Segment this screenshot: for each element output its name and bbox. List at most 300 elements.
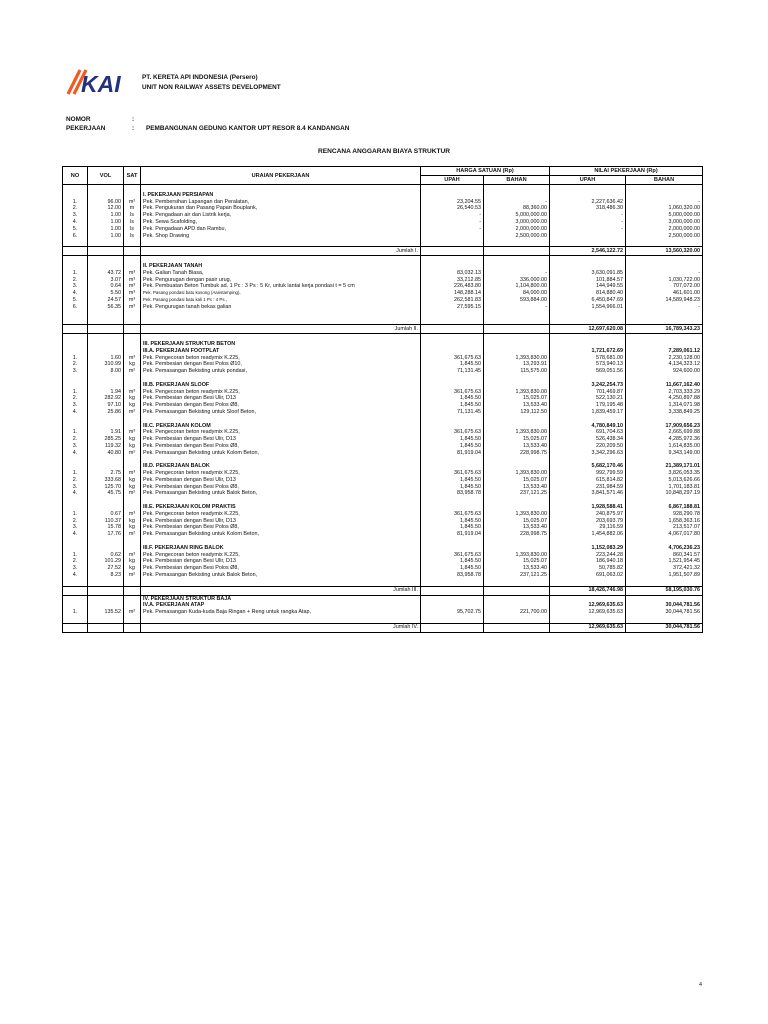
header-harga-bahan: BAHAN	[484, 176, 550, 185]
table-row	[63, 436, 703, 443]
value-bahan: 1,521,954.45	[626, 558, 703, 565]
item-no: 2.	[63, 277, 88, 284]
item-volume: 2.75	[88, 470, 124, 477]
header-sat: SAT	[124, 167, 141, 185]
unit-price-bahan: 1,393,830.00	[484, 429, 550, 436]
table-row	[63, 531, 703, 538]
item-no	[63, 463, 88, 470]
unit-price-upah	[421, 341, 484, 348]
empty-cell	[63, 616, 88, 623]
empty-cell	[141, 256, 421, 263]
empty-cell	[550, 334, 626, 341]
spacer-row	[63, 239, 703, 246]
empty-cell	[550, 317, 626, 324]
item-volume: 101.29	[88, 558, 124, 565]
table-row	[63, 409, 703, 416]
unit-price-upah: 361,675.63	[421, 552, 484, 559]
subtotal-upah: 2,546,122.72	[550, 247, 626, 256]
empty-cell	[421, 497, 484, 504]
unit-price-upah	[421, 504, 484, 511]
unit-price-bahan: 228,998.75	[484, 450, 550, 457]
item-description: Pek. Pengecoran beton readymix K.225,	[141, 429, 421, 436]
value-upah: 814,880.40	[550, 290, 626, 297]
item-unit: kg	[124, 484, 141, 491]
value-bahan: 1,701,183.81	[626, 484, 703, 491]
unit-price-upah	[421, 382, 484, 389]
item-volume: 40.80	[88, 450, 124, 457]
subsection-row	[63, 602, 703, 609]
item-unit: m³	[124, 389, 141, 396]
unit-price-bahan: 237,121.25	[484, 572, 550, 579]
empty-cell	[88, 311, 124, 318]
unit-price-upah: 1,845.50	[421, 395, 484, 402]
item-no: 3.	[63, 402, 88, 409]
empty-cell	[63, 375, 88, 382]
value-upah: 1,721,672.69	[550, 348, 626, 355]
empty-cell	[88, 616, 124, 623]
item-unit: ls	[124, 233, 141, 240]
item-no: 3.	[63, 212, 88, 219]
table-row	[63, 518, 703, 525]
value-bahan: 11,667,162.40	[626, 382, 703, 389]
value-bahan: 5,000,000.00	[626, 212, 703, 219]
section-heading-row	[63, 595, 703, 602]
table-row	[63, 212, 703, 219]
section-title: III.D. PEKERJAAN BALOK	[141, 463, 421, 470]
item-unit	[124, 423, 141, 430]
empty-cell	[550, 185, 626, 192]
empty-cell	[484, 416, 550, 423]
budget-table	[62, 166, 703, 633]
empty-cell	[124, 239, 141, 246]
value-upah: 318,486.30	[550, 205, 626, 212]
item-unit: kg	[124, 436, 141, 443]
item-no	[63, 341, 88, 348]
subtotal-row	[63, 247, 703, 256]
empty-cell	[141, 538, 421, 545]
section-title: III.F. PEKERJAAN RING BALOK	[141, 545, 421, 552]
unit-price-upah	[421, 348, 484, 355]
unit-price-bahan: 88,360.00	[484, 205, 550, 212]
item-unit	[124, 602, 141, 609]
item-unit	[124, 263, 141, 270]
item-unit: ls	[124, 226, 141, 233]
value-bahan: 3,826,053.35	[626, 470, 703, 477]
section-title: III. PEKERJAAN STRUKTUR BETON	[141, 341, 421, 348]
item-volume: 97.10	[88, 402, 124, 409]
value-bahan: 461,601.00	[626, 290, 703, 297]
item-description: Pek. Pembesian dengan Besi Polos Ø8,	[141, 484, 421, 491]
unit-price-bahan: 13,533.40	[484, 402, 550, 409]
item-volume: 1.00	[88, 233, 124, 240]
unit-price-bahan: 3,000,000.00	[484, 219, 550, 226]
item-no: 2.	[63, 395, 88, 402]
unit-price-upah: 95,702.75	[421, 609, 484, 616]
subtotal-row	[63, 325, 703, 334]
table-row	[63, 297, 703, 304]
header-no: NO	[63, 167, 88, 185]
value-bahan: 1,030,722.00	[626, 277, 703, 284]
item-volume: 333.68	[88, 477, 124, 484]
item-unit: m³	[124, 283, 141, 290]
table-row	[63, 402, 703, 409]
item-volume	[88, 463, 124, 470]
item-volume	[88, 192, 124, 199]
value-bahan: 4,285,972.36	[626, 436, 703, 443]
item-unit: m³	[124, 277, 141, 284]
unit-price-upah: 226,483.80	[421, 283, 484, 290]
item-unit: m²	[124, 609, 141, 616]
header-uraian: URAIAN PEKERJAAN	[141, 167, 421, 185]
unit-price-upah: 1,845.50	[421, 565, 484, 572]
item-no: 3.	[63, 524, 88, 531]
header-harga-upah: UPAH	[421, 176, 484, 185]
section-title: IV. PEKERJAAN STRUKTUR BAJA	[141, 595, 421, 602]
value-bahan: 1,951,507.89	[626, 572, 703, 579]
item-description: Pek. Pengecoran beton readymix K.225,	[141, 470, 421, 477]
empty-cell	[626, 256, 703, 263]
item-no: 4.	[63, 290, 88, 297]
item-no: 5.	[63, 226, 88, 233]
item-no: 2.	[63, 477, 88, 484]
item-description: Pek. Pemasangan Kuda-kuda Baja Ringan + Reng untuk rangka Atap,	[141, 609, 421, 616]
empty-cell	[626, 416, 703, 423]
value-bahan: -	[626, 199, 703, 206]
value-bahan: 707,072.00	[626, 283, 703, 290]
item-volume: 1.94	[88, 389, 124, 396]
subsection-row	[63, 348, 703, 355]
item-description: Pek. Pemasangan Bekisting untuk Balok Beton,	[141, 572, 421, 579]
header-vol: VOL	[88, 167, 124, 185]
item-no: 5.	[63, 297, 88, 304]
value-bahan: 17,909,656.23	[626, 423, 703, 430]
subtotal-row	[63, 586, 703, 595]
subtotal-upah: 12,969,635.63	[550, 623, 626, 632]
item-no: 4.	[63, 409, 88, 416]
item-unit	[124, 341, 141, 348]
table-row	[63, 477, 703, 484]
item-description: Pek. Pembesian dengan Besi Ulir, D13	[141, 395, 421, 402]
empty-cell	[484, 239, 550, 246]
subtotal-label: Jumlah III.	[141, 586, 421, 595]
item-no: 4.	[63, 572, 88, 579]
empty-cell	[550, 256, 626, 263]
header-harga-satuan: HARGA SATUAN (Rp)	[421, 167, 550, 176]
item-volume: 1.00	[88, 219, 124, 226]
empty-cell	[88, 256, 124, 263]
empty-cell	[141, 579, 421, 586]
empty-cell	[88, 247, 124, 256]
empty-cell	[141, 416, 421, 423]
section-title: III.B. PEKERJAAN SLOOF	[141, 382, 421, 389]
empty-cell	[484, 623, 550, 632]
item-description: Pek. Pembesian dengan Besi Polos Ø8,	[141, 524, 421, 531]
unit-price-upah: 83,958.78	[421, 572, 484, 579]
table-row	[63, 395, 703, 402]
empty-cell	[124, 497, 141, 504]
item-no	[63, 504, 88, 511]
item-description: Pek. Pengecoran beton readymix K.225,	[141, 511, 421, 518]
value-bahan: 1,658,363.16	[626, 518, 703, 525]
item-volume: 282.92	[88, 395, 124, 402]
item-unit: m²	[124, 450, 141, 457]
table-row	[63, 470, 703, 477]
unit-price-upah: 81,919.04	[421, 450, 484, 457]
unit-price-upah: 1,845.50	[421, 484, 484, 491]
unit-price-bahan: 13,533.40	[484, 484, 550, 491]
value-bahan	[626, 263, 703, 270]
item-volume	[88, 423, 124, 430]
item-volume: 5.50	[88, 290, 124, 297]
value-upah: 578,681.00	[550, 355, 626, 362]
empty-cell	[421, 586, 484, 595]
item-description: Pek. Galian Tanah Biasa,	[141, 270, 421, 277]
table-row	[63, 361, 703, 368]
table-row	[63, 219, 703, 226]
table-row	[63, 304, 703, 311]
empty-cell	[421, 239, 484, 246]
value-upah: 573,940.13	[550, 361, 626, 368]
empty-cell	[141, 375, 421, 382]
item-description: Pek. Pembesian dengan Besi Ulir, D13	[141, 477, 421, 484]
value-upah: 1,554,966.01	[550, 304, 626, 311]
empty-cell	[550, 497, 626, 504]
item-volume: 1.00	[88, 212, 124, 219]
empty-cell	[626, 317, 703, 324]
item-unit: m³	[124, 355, 141, 362]
value-bahan: 6,867,188.81	[626, 504, 703, 511]
item-no: 1.	[63, 470, 88, 477]
pekerjaan-label: PEKERJAAN	[66, 125, 106, 132]
value-upah: 1,928,588.41	[550, 504, 626, 511]
empty-cell	[124, 375, 141, 382]
item-description: Pek. Pembersihan Lapangan dan Peralatan,	[141, 199, 421, 206]
unit-price-upah: 1,845.50	[421, 402, 484, 409]
item-unit: m³	[124, 304, 141, 311]
unit-price-upah: 361,675.63	[421, 429, 484, 436]
unit-price-bahan: 5,000,000.00	[484, 212, 550, 219]
empty-cell	[421, 456, 484, 463]
unit-price-bahan: 1,393,830.00	[484, 552, 550, 559]
value-upah: 223,244.28	[550, 552, 626, 559]
value-upah: 1,152,083.29	[550, 545, 626, 552]
empty-cell	[626, 616, 703, 623]
value-upah: 3,630,091.85	[550, 270, 626, 277]
table-row	[63, 368, 703, 375]
unit-price-bahan: 115,575.00	[484, 368, 550, 375]
item-volume: 25.86	[88, 409, 124, 416]
empty-cell	[124, 456, 141, 463]
unit-price-bahan: -	[484, 304, 550, 311]
table-row	[63, 290, 703, 297]
subsection-row	[63, 423, 703, 430]
unit-price-upah	[421, 602, 484, 609]
item-volume: 135.52	[88, 609, 124, 616]
unit-price-bahan: 13,293.91	[484, 361, 550, 368]
item-unit: m³	[124, 297, 141, 304]
item-volume	[88, 545, 124, 552]
item-unit: m³	[124, 511, 141, 518]
item-unit: m³	[124, 290, 141, 297]
unit-price-upah: 1,845.50	[421, 518, 484, 525]
company-name: PT. KERETA API INDONESIA (Persero)	[142, 74, 258, 81]
empty-cell	[88, 456, 124, 463]
unit-price-upah: -	[421, 212, 484, 219]
item-description: Pek. Pemasangan Bekisting untuk pondasi,	[141, 368, 421, 375]
item-description: Pek. Pembesian dengan Besi Polos Ø8,	[141, 443, 421, 450]
item-no: 3.	[63, 565, 88, 572]
table-row	[63, 490, 703, 497]
unit-price-bahan: 15,025.07	[484, 436, 550, 443]
item-volume: 0.67	[88, 511, 124, 518]
empty-cell	[63, 497, 88, 504]
empty-cell	[550, 311, 626, 318]
item-volume: 24.57	[88, 297, 124, 304]
unit-price-upah	[421, 423, 484, 430]
value-bahan: 14,589,948.23	[626, 297, 703, 304]
value-bahan: 7,289,061.12	[626, 348, 703, 355]
empty-cell	[88, 538, 124, 545]
unit-price-upah: 23,204.55	[421, 199, 484, 206]
value-bahan: 4,067,017.80	[626, 531, 703, 538]
spacer-row	[63, 185, 703, 192]
unit-price-bahan: 1,104,800.00	[484, 283, 550, 290]
table-row	[63, 389, 703, 396]
table-row	[63, 277, 703, 284]
value-bahan: -	[626, 304, 703, 311]
subsection-row	[63, 382, 703, 389]
section-title: III.C. PEKERJAAN KOLOM	[141, 423, 421, 430]
empty-cell	[141, 334, 421, 341]
unit-price-upah: 262,581.83	[421, 297, 484, 304]
empty-cell	[141, 311, 421, 318]
empty-cell	[88, 317, 124, 324]
empty-cell	[421, 616, 484, 623]
table-row	[63, 511, 703, 518]
item-no: 1.	[63, 270, 88, 277]
item-description: Pek. Pengurugan tanah bekas galian	[141, 304, 421, 311]
value-bahan: 2,703,333.29	[626, 389, 703, 396]
document-title: RENCANA ANGGARAN BIAYA STRUKTUR	[317, 148, 451, 155]
item-unit: m³	[124, 470, 141, 477]
unit-price-upah: 361,675.63	[421, 355, 484, 362]
value-bahan: -	[626, 270, 703, 277]
empty-cell	[63, 239, 88, 246]
unit-price-bahan: 336,000.00	[484, 277, 550, 284]
empty-cell	[550, 375, 626, 382]
empty-cell	[124, 538, 141, 545]
table-row	[63, 552, 703, 559]
empty-cell	[63, 456, 88, 463]
subtotal-label: Jumlah I.	[141, 247, 421, 256]
empty-cell	[421, 623, 484, 632]
item-description: Pek. Pembesian dengan Besi Ulir, D13	[141, 518, 421, 525]
empty-cell	[124, 317, 141, 324]
empty-cell	[124, 616, 141, 623]
value-upah: 691,704.63	[550, 429, 626, 436]
empty-cell	[88, 579, 124, 586]
unit-price-upah: 71,131.45	[421, 368, 484, 375]
empty-cell	[484, 616, 550, 623]
empty-cell	[63, 185, 88, 192]
value-upah: 3,342,296.63	[550, 450, 626, 457]
spacer-row	[63, 456, 703, 463]
item-no	[63, 545, 88, 552]
table-row	[63, 283, 703, 290]
value-bahan: 2,000,000.00	[626, 226, 703, 233]
item-description: Pek. Pengecoran beton readymix K.225,	[141, 355, 421, 362]
empty-cell	[484, 185, 550, 192]
value-upah: 5,682,170.46	[550, 463, 626, 470]
item-volume: 8.00	[88, 368, 124, 375]
section-title: I. PEKERJAAN PERSIAPAN	[141, 192, 421, 199]
empty-cell	[421, 317, 484, 324]
unit-price-upah	[421, 192, 484, 199]
value-bahan: 213,517.07	[626, 524, 703, 531]
value-upah: 1,839,459.17	[550, 409, 626, 416]
unit-price-upah	[421, 263, 484, 270]
item-no: 4.	[63, 219, 88, 226]
item-unit: kg	[124, 477, 141, 484]
empty-cell	[626, 311, 703, 318]
empty-cell	[484, 497, 550, 504]
subtotal-upah: 18,426,746.98	[550, 586, 626, 595]
unit-price-upah: 1,845.50	[421, 436, 484, 443]
subtotal-bahan: 16,789,343.23	[626, 325, 703, 334]
item-description: Pek. Pasang pondasi batu kosong (Aanstamping),	[141, 290, 421, 297]
empty-cell	[421, 247, 484, 256]
unit-price-bahan	[484, 192, 550, 199]
value-upah	[550, 192, 626, 199]
item-volume: 310.99	[88, 361, 124, 368]
item-no: 2.	[63, 436, 88, 443]
empty-cell	[124, 586, 141, 595]
section-heading-row	[63, 263, 703, 270]
item-no: 2.	[63, 205, 88, 212]
value-upah: 231,984.59	[550, 484, 626, 491]
value-upah: 1,454,882.06	[550, 531, 626, 538]
empty-cell	[141, 317, 421, 324]
empty-cell	[626, 538, 703, 545]
table-row	[63, 484, 703, 491]
empty-cell	[124, 416, 141, 423]
unit-price-upah: 148,288.14	[421, 290, 484, 297]
item-volume	[88, 595, 124, 602]
value-upah: 179,195.48	[550, 402, 626, 409]
empty-cell	[626, 456, 703, 463]
item-description: Pek. Pembesian dengan Besi Ulir, D13	[141, 436, 421, 443]
unit-price-bahan	[484, 463, 550, 470]
item-volume	[88, 348, 124, 355]
value-bahan: 3,338,849.25	[626, 409, 703, 416]
empty-cell	[124, 247, 141, 256]
empty-cell	[484, 579, 550, 586]
empty-cell	[63, 416, 88, 423]
unit-price-bahan: 237,121.25	[484, 490, 550, 497]
item-no: 4.	[63, 490, 88, 497]
table-row	[63, 443, 703, 450]
item-no: 1.	[63, 429, 88, 436]
item-description: Pek. Pembesian dengan Besi Polos Ø8,	[141, 565, 421, 572]
unit-price-bahan: 15,025.07	[484, 477, 550, 484]
unit-price-upah: 1,845.50	[421, 361, 484, 368]
table-row	[63, 226, 703, 233]
empty-cell	[124, 325, 141, 334]
unit-price-bahan: 221,700.00	[484, 609, 550, 616]
item-no: 1.	[63, 355, 88, 362]
unit-price-bahan: 1,393,830.00	[484, 355, 550, 362]
subtotal-bahan: 13,560,320.00	[626, 247, 703, 256]
